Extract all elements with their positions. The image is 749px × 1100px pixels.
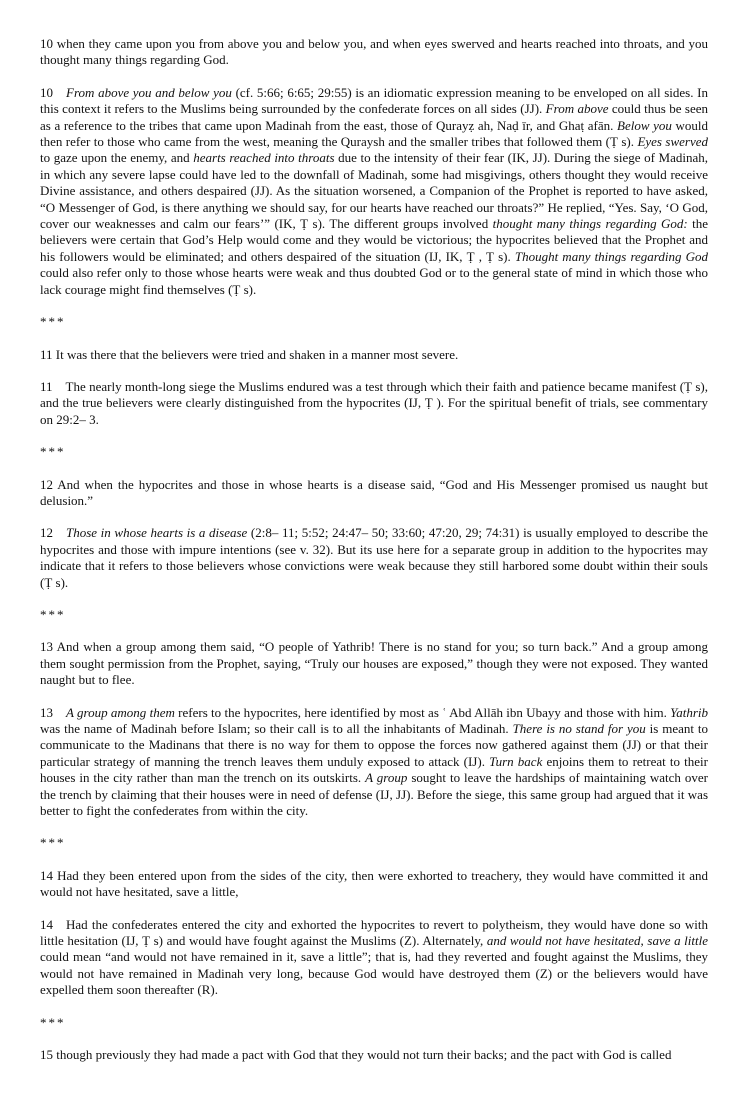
text-run: 15 though previously they had made a pact with God that they would not turn their backs; and the pact with God is called — [40, 1047, 672, 1063]
text-run: *** — [40, 835, 66, 851]
text-run: 14 Had the confederates entered the city and exhorted the hypocrites to revert to polytheism, they would have done so with little hesitation (IJ, Ṭ s) and would have fought against the Muslims (Z). Alternately, — [40, 916, 708, 949]
text-run: the believers were certain that God’s Help would come and they would be victorious; the hypocrites believed that the Prophet and his followers would be eliminated; and others despaired of the situation (IJ, IK, Ṭ , Ṭ s). — [40, 216, 708, 264]
italic-text-run: and would not have hesitated, save a little — [486, 933, 708, 949]
text-run: due to the intensity of their fear (IK, JJ). During the siege of Madinah, in which any severe lapse could have led to the downfall of Madinah, some had misgivings, others thought they would receive Divine assistance, and others despaired (JJ). As the situation worsened, a Companion of the Prophet is reported to have asked, “O Messenger of God, is there anything we should say, for our hearts have reached our throats?” He replied, “Yes. Say, ‘O God, cover our weaknesses and calm our fears’” (IK, Ṭ s). The different groups involved — [40, 150, 708, 232]
text-run: enjoins them to retreat to their houses in the city rather than man the trench on its outskirts. — [40, 753, 708, 786]
text-run: *** — [40, 444, 66, 460]
verse-paragraph — [40, 477, 708, 510]
verse-paragraph — [40, 868, 708, 901]
commentary-paragraph — [40, 525, 708, 591]
section-separator — [40, 444, 708, 460]
text-run: to gaze upon the enemy, and — [40, 150, 194, 166]
verse-paragraph — [40, 1047, 708, 1063]
text-run: 13 — [40, 704, 66, 720]
italic-text-run: There is no stand for you — [512, 721, 646, 736]
italic-text-run: A group among them — [66, 704, 175, 720]
italic-text-run: Thought many things regarding God — [514, 248, 708, 264]
section-separator — [40, 835, 708, 851]
text-run: 12 And when the hypocrites and those in whose hearts is a disease said, “God and His Messenger promised us naught but delusion.” — [40, 476, 708, 508]
verse-paragraph — [40, 639, 708, 688]
commentary-paragraph — [40, 85, 708, 298]
italic-text-run: From above — [545, 101, 609, 117]
section-separator — [40, 607, 708, 623]
italic-text-run: From above you and below you — [66, 84, 232, 100]
text-run: 10 when they came upon you from above you and below you, and when eyes swerved and hearts reached into throats, and you thought many things regarding God. — [40, 36, 708, 68]
italic-text-run: Yathrib — [670, 704, 708, 720]
text-run: 11 The nearly month-long siege the Muslims endured was a test through which their faith and patience became manifest (Ṭ s), and the true believers were clearly distinguished from the hypocrites (IJ, Ṭ ). For the spiritual benefit of trials, see commentary on 29:2– 3. — [40, 378, 708, 427]
text-run: *** — [40, 314, 66, 330]
italic-text-run: Turn back — [489, 753, 543, 769]
text-run: 11 It was there that the believers were tried and shaken in a manner most severe. — [40, 346, 459, 362]
italic-text-run: Eyes swerved — [637, 134, 708, 150]
text-run: could thus be seen as a reference to the tribes that came upon Madinah from the east, those of Qurayẓ ah, Naḍ īr, and Ghaṭ afān. — [40, 101, 709, 133]
italic-text-run: A group — [365, 770, 408, 786]
text-run: is meant to communicate to the Madinans that there is no way for them to oppose the forces now gathered against them (JJ) or that their particular strategy of manning the trench leaves them unduly exposed to attack (IJ). — [40, 721, 709, 769]
text-run: 12 — [40, 525, 66, 541]
text-run: refers to the hypocrites, here identified by most as ʿ Abd Allāh ibn Ubayy and those with him. — [174, 704, 671, 720]
section-separator — [40, 314, 708, 330]
text-run: could also refer only to those whose hearts were weak and thus doubted God or to the general state of mind in which those who lack courage might find themselves (Ṭ s). — [40, 265, 708, 297]
verse-paragraph — [40, 36, 708, 69]
text-run: could mean “and would not have remained in it, save a little”; that is, had they reverted and fought against the Muslims, they would not have remained in Madinah very long, because God would have destroyed them (Z) or the believers would have expelled them soon thereafter (R). — [40, 949, 708, 998]
text-run: *** — [40, 606, 66, 622]
commentary-paragraph — [40, 379, 708, 428]
commentary-paragraph — [40, 917, 708, 999]
italic-text-run: thought many things regarding God: — [492, 216, 688, 232]
section-separator — [40, 1015, 708, 1031]
text-run: was the name of Madinah before Islam; so their call is to all the inhabitants of Madinah. — [40, 721, 513, 736]
text-run: (2:8– 11; 5:52; 24:47– 50; 33:60; 47:20, 29; 74:31) is usually employed to describe the hypocrites and those with impure intentions (see v. 32). But its use here for a separate group in addition to the hypocrites may indicate that it refers to those believers whose convictions were weak because they still harbored some doubt within their souls (Ṭ s). — [40, 525, 708, 590]
text-run: (cf. 5:66; 6:65; 29:55) is an idiomatic expression meaning to be enveloped on all sides. In this context it refers to the Muslims being surrounded by the confederate forces on all sides (JJ). — [40, 84, 708, 117]
text-run: sought to leave the hardships of maintaining watch over the trench by claiming that their houses were in need of defense (IJ, JJ). Before the siege, this same group had argued that it was better to fight the confederates from within the city. — [40, 770, 708, 819]
verse-paragraph — [40, 347, 708, 363]
commentary-paragraph — [40, 705, 708, 820]
text-run: 14 Had they been entered upon from the sides of the city, then were exhorted to treachery, they would have committed it and would not have hesitated, save a little, — [40, 867, 708, 900]
italic-text-run: hearts reached into throats — [193, 150, 335, 166]
text-run: 13 And when a group among them said, “O people of Yathrib! There is no stand for you; so turn back.” And a group among them sought permission from the Prophet, saying, “Truly our houses are exposed,” though they were not exposed. They wanted naught but to flee. — [40, 639, 708, 688]
text-run: 10 — [40, 84, 66, 100]
italic-text-run: Those in whose hearts is a disease — [66, 525, 248, 541]
text-run: *** — [40, 1014, 66, 1030]
italic-text-run: Below you — [617, 117, 672, 133]
text-run: would then refer to those who came from the west, meaning the Quraysh and the smaller tribes that followed them (Ṭ s). — [40, 117, 709, 150]
